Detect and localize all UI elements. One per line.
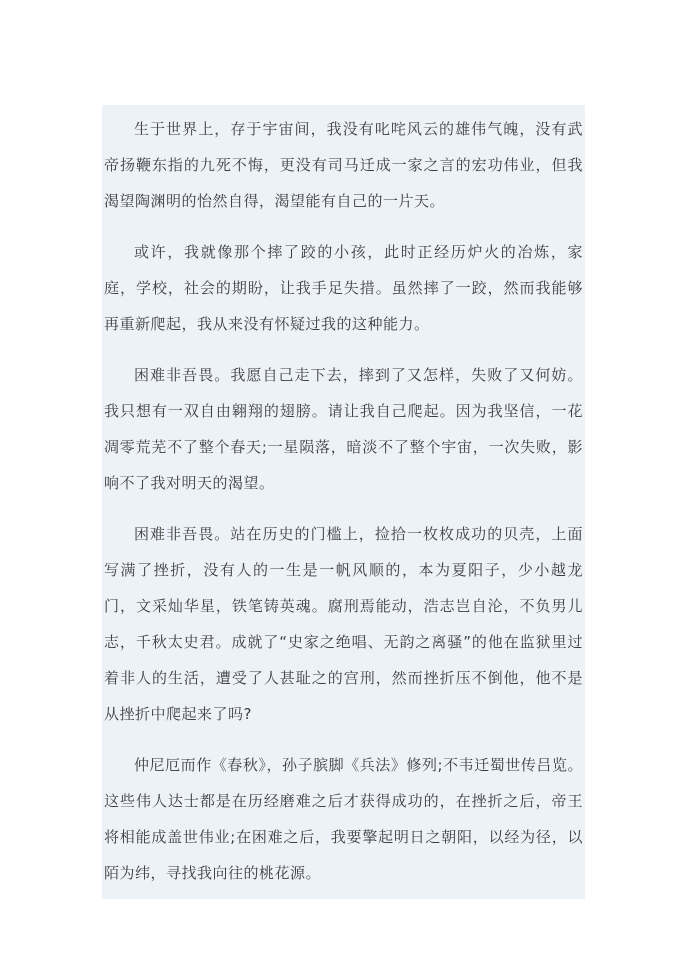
essay-paragraph-5: 仲尼厄而作《春秋》，孙子膑脚《兵法》修列;不韦迁蜀世传吕览。这些伟人达士都是在历经磨难之后才获得成功的，在挫折之后，帝王将相能成盖世伟业;在困难之后，我要擎起明日之朝阳，以经为径，以陌为纬，寻找我向往的桃花源。	[104, 756, 583, 882]
essay-content	[102, 105, 585, 899]
essay-paragraph-4: 困难非吾畏。站在历史的门槛上，捡拾一枚枚成功的贝壳，上面写满了挫折，没有人的一生是一帆风顺的，本为夏阳子，少小越龙门，文采灿华星，铁笔铸英魂。腐刑焉能动，浩志岂自沦，不负男儿志，千秋太史君。成就了“史家之绝唱、无韵之离骚”的他在监狱里过着非人的生活，遭受了人甚耻之的宫刑，然而挫折压不倒他，他不是从挫折中爬起来了吗?	[104, 525, 583, 723]
essay-paragraph-3: 困难非吾畏。我愿自己走下去，摔到了又怎样，失败了又何妨。我只想有一双自由翱翔的翅膀。请让我自己爬起。因为我坚信，一花凋零荒芜不了整个春天;一星陨落，暗淡不了整个宇宙，一次失败，影响不了我对明天的渴望。	[104, 366, 583, 492]
essay-paragraph-2: 或许，我就像那个摔了跤的小孩，此时正经历炉火的冶炼，家庭，学校，社会的期盼，让我手足失措。虽然摔了一跤，然而我能够再重新爬起，我从来没有怀疑过我的这种能力。	[104, 243, 583, 333]
essay-paragraph-1: 生于世界上，存于宇宙间，我没有叱咤风云的雄伟气魄，没有武帝扬鞭东指的九死不悔，更没有司马迁成一家之言的宏功伟业，但我渴望陶渊明的怡然自得，渴望能有自己的一片天。	[104, 120, 583, 210]
